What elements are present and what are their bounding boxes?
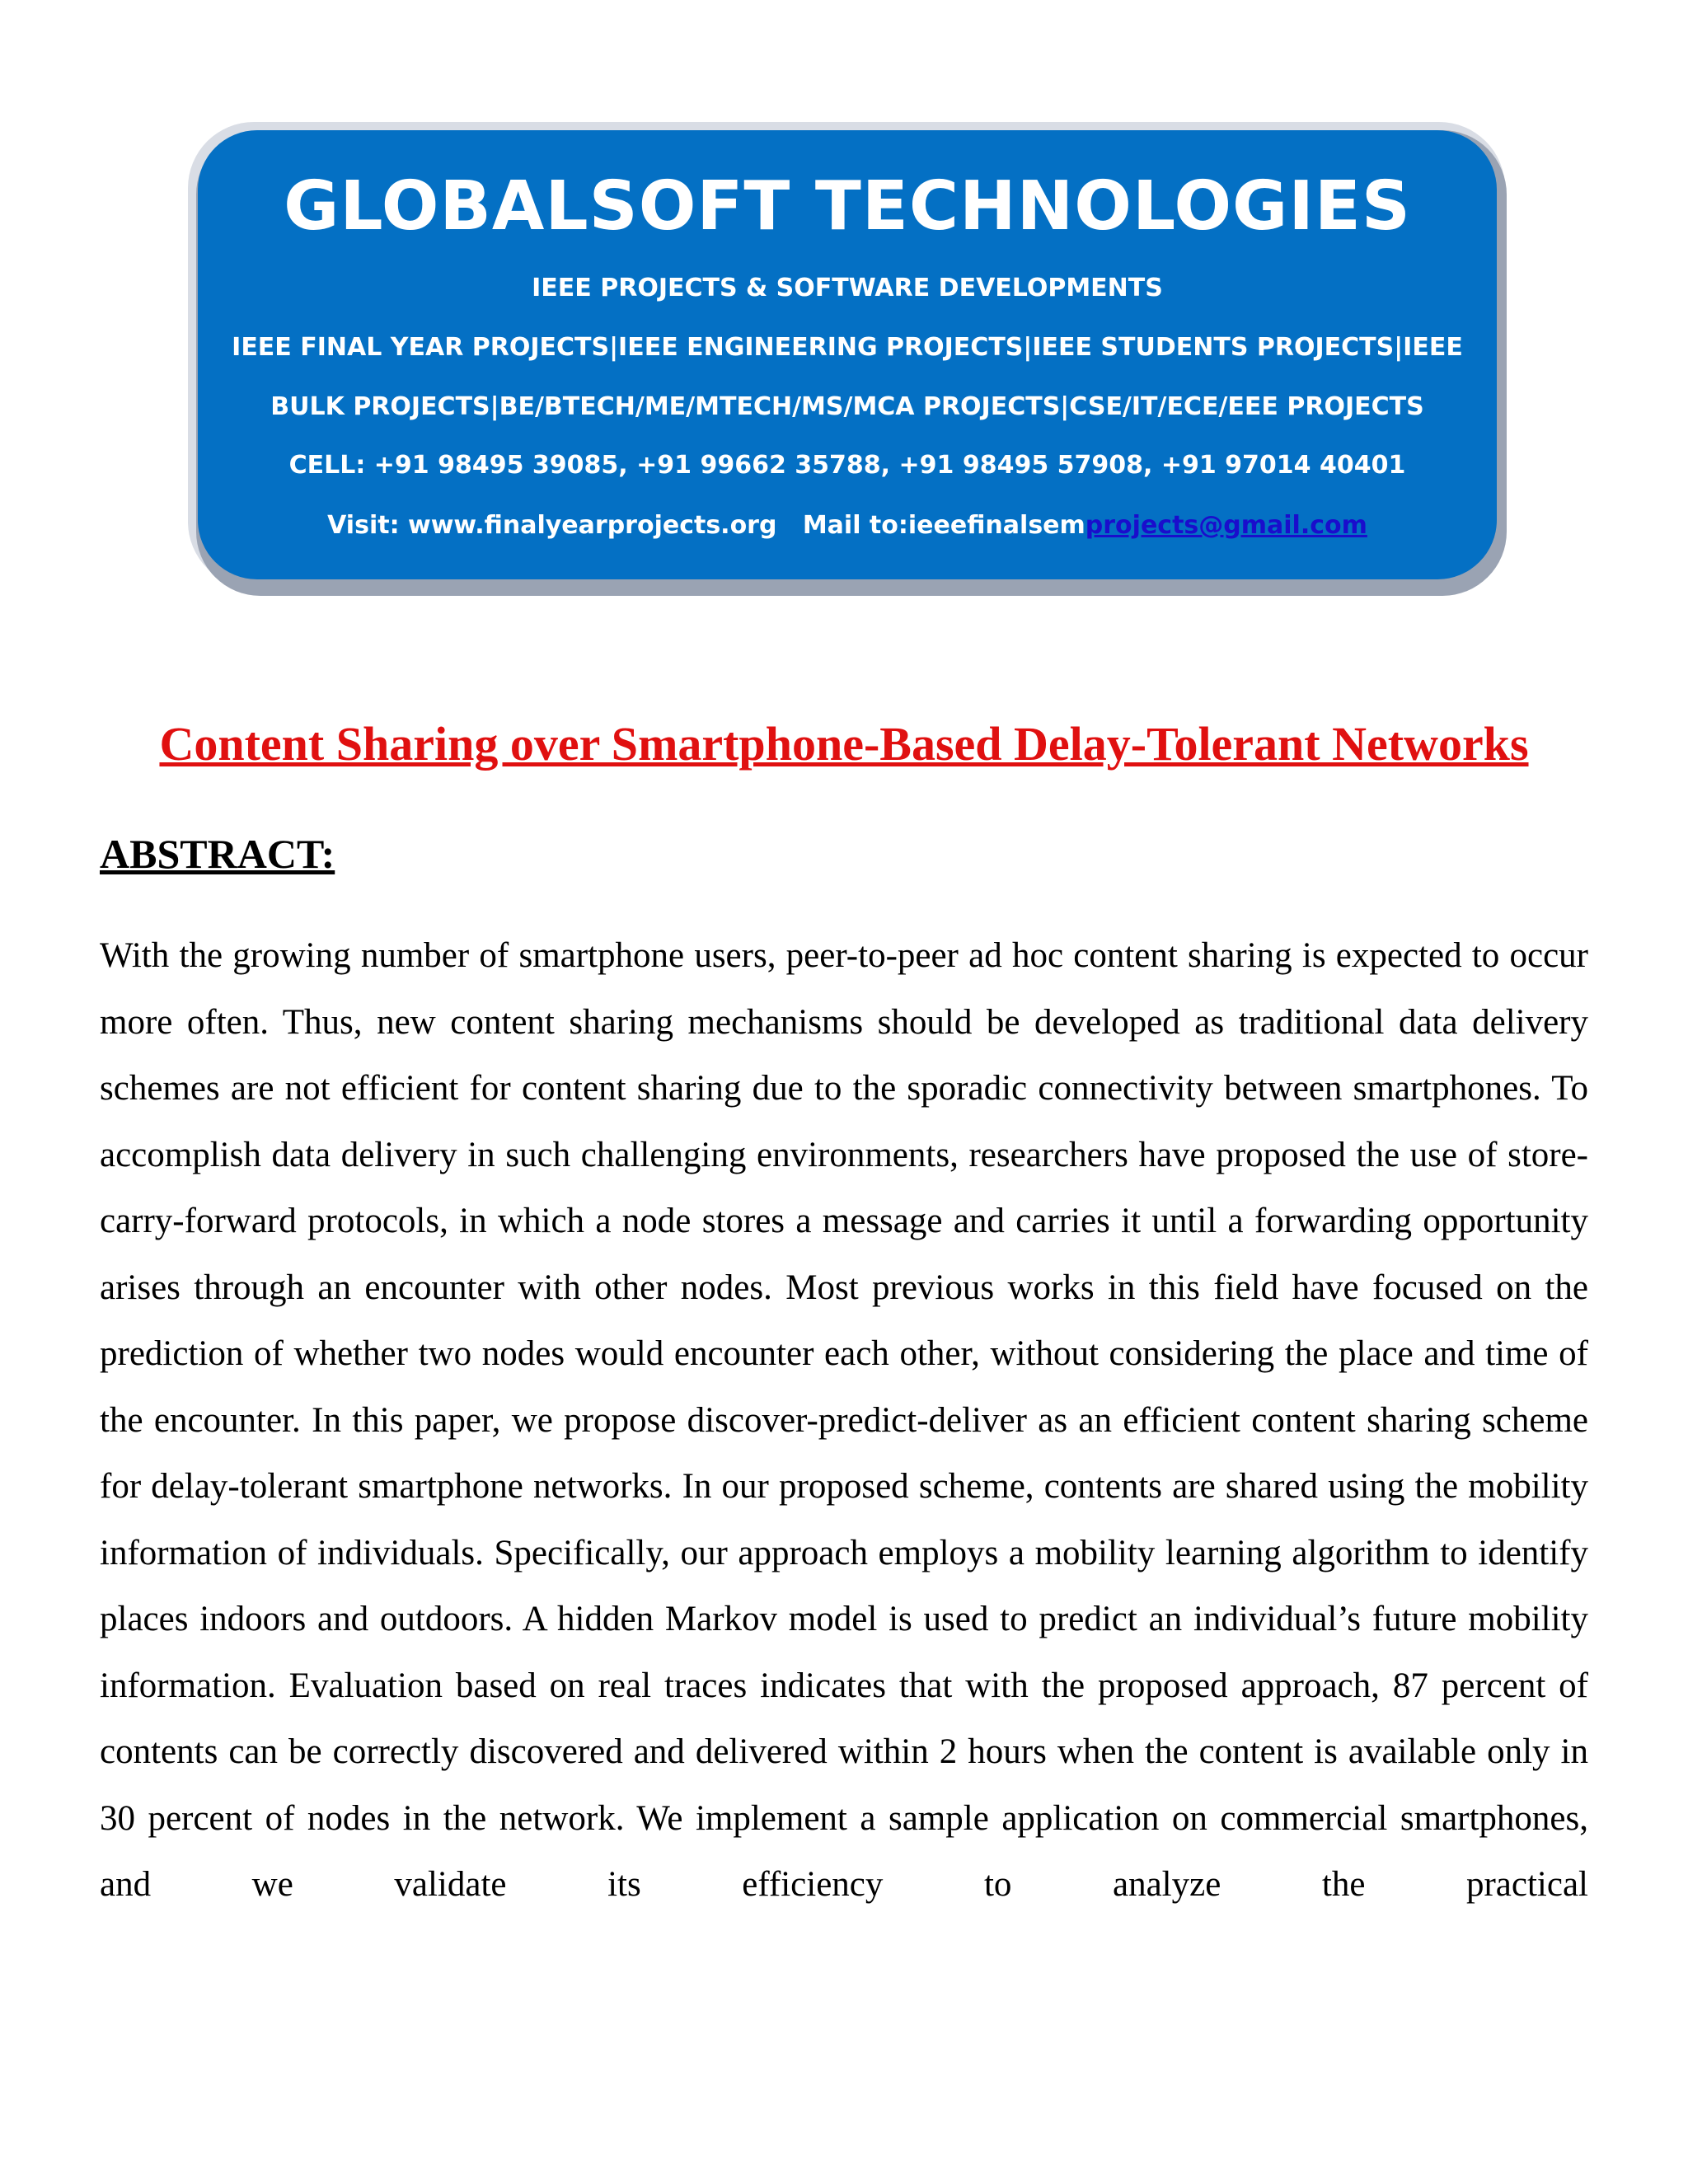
company-name: GLOBALSOFT TECHNOLOGIES: [284, 167, 1411, 246]
company-banner: [198, 130, 1497, 579]
banner-contact-line: [198, 509, 1497, 542]
banner-projects-line-2: BULK PROJECTS|BE/BTECH/ME/MTECH/MS/MCA PROJECTS|CSE/IT/ECE/EEE PROJECTS: [270, 392, 1424, 421]
abstract-heading: ABSTRACT:: [100, 831, 335, 877]
banner-phone-numbers: CELL: +91 98495 39085, +91 99662 35788, +91 98495 57908, +91 97014 40401: [288, 451, 1406, 480]
website-text: Visit: www.finalyearprojects.org: [327, 511, 777, 540]
email-link[interactable]: projects@gmail.com: [1085, 511, 1367, 540]
document-title: Content Sharing over Smartphone-Based Delay-Tolerant Networks: [159, 717, 1529, 771]
mail-prefix-text: Mail to:ieeefinalsem: [802, 511, 1085, 540]
abstract-paragraph: With the growing number of smartphone users, peer-to-peer ad hoc content sharing is expected to occur more often. Thus, new content sharing mechanisms should be developed as traditional data delivery schemes are not efficient for content sharing due to the sporadic connectivity between smartphones. To accomplish data delivery in such challenging environments, researchers have proposed the use of store-carry-forward protocols, in which a node stores a message and carries it until a forwarding opportunity arises through an encounter with other nodes. Most previous works in this field have focused on the prediction of whether two nodes would encounter each other, without considering the place and time of the encounter. In this paper, we propose discover-predict-deliver as an efficient content sharing scheme for delay-tolerant smartphone networks. In our proposed scheme, contents are shared using the mobility information of individuals. Specifically, our approach employs a mobility learning algorithm to identify places indoors and outdoors. A hidden Markov model is used to predict an individual’s future mobility information. Evaluation based on real traces indicates that with the proposed approach, 87 percent of contents can be correctly discovered and delivered within 2 hours when the content is available only in 30 percent of nodes in the network. We implement a sample application on commercial smartphones, and we validate its efficiency to analyze the practical: [100, 936, 1588, 1904]
banner-projects-line-1: IEEE FINAL YEAR PROJECTS|IEEE ENGINEERING PROJECTS|IEEE STUDENTS PROJECTS|IEEE: [232, 333, 1463, 362]
banner-tagline: IEEE PROJECTS & SOFTWARE DEVELOPMENTS: [532, 274, 1163, 302]
